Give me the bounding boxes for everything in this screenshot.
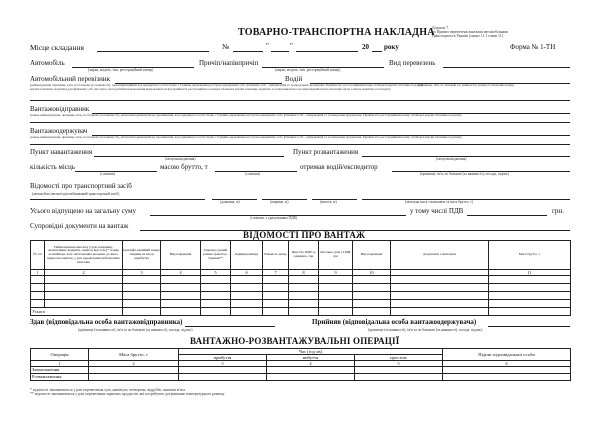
vehicle-label: Автомобіль [30,59,65,67]
ops-section-title: ВАНТАЖНО-РОЗВАНТАЖУВАЛЬНІ ОПЕРАЦІЇ [190,336,400,346]
num-7: 7 [263,270,289,276]
length-caption: (довжина, м) [220,200,240,204]
col-unit: Ідентифі-каційний номер тварини на вході оприбутку [123,241,161,270]
goods-total-row [31,308,571,316]
col-sum: Загальна сума з ПДВ, грн [319,241,353,270]
consignee-label: Вантажоодержувач [30,127,88,135]
gross-weight-label: масою брутто, т [160,163,208,171]
ops-row-loading[interactable] [31,367,571,374]
ops-col-operation: Операція [31,349,89,361]
ops-row-unloading[interactable] [31,374,571,381]
load-point-label: Пункт навантаження [30,148,93,156]
num-1: 1 [31,270,45,276]
goods-total-label: Усього [31,308,123,316]
footnote-1: * відомості заповнюються у разі перевезення туш, напівтуш, четвертин, відрубів, шматків м'яса [30,388,186,392]
ops-num-6: 6 [443,361,571,367]
appendix-line-3: транспортом в Україні (пункт 11.1 глави 11) [432,34,503,39]
appendix-note [432,26,508,39]
sum-words-caption: (словами, з урахуванням ПДВ) [250,216,298,220]
place-label: Місце складання [30,43,84,52]
places-count-field[interactable] [75,171,157,172]
docs-label: Супровідні документи на вантаж [30,222,129,230]
unload-point-label: Пункт розвантаження [293,148,359,156]
places-words-caption: (словами) [100,172,116,176]
col-no: № з/п [31,241,45,270]
carrier-label: Автомобільний перевізник [30,75,110,83]
footnote-2: ** відомості заповнюються у разі перевезення харчових продуктів, які потребують дотримання температурного режиму [30,392,225,397]
handed-caption: (прізвище (за наявності), ім'я та по батькові (за наявності), посада, підпис) [78,328,193,332]
consignee-caption: (повне найменування, прізвище, ім'я, по батькові (за наявності), місцезнаходження/місце проживання; код юридичної особи згідно з Єдиним державним реєстром юридичних осіб, фізичних осіб - підприємців та громадських формувань України або реєстраційний номер облікової картки платника податків) [30,135,462,139]
ops-num-4: 4 [267,361,355,367]
number-field[interactable] [233,51,263,52]
day-field[interactable] [271,51,289,52]
ops-loading-label: Завантаження [31,367,89,374]
vat-field[interactable] [467,215,547,216]
month-field[interactable] [296,51,358,52]
table-row[interactable] [31,292,571,300]
place-field[interactable] [97,51,209,52]
shipper-caption: (повне найменування, прізвище, ім'я, по батькові (за наявності), місцезнаходження/місце проживання; код юридичної особи згідно з Єдиним державним реєстром юридичних осіб, фізичних осіб - підприємців та громадських формувань України або реєстраційний номер облікової картки платника податків) [30,113,462,117]
shipper-label: Вантажовідправник [30,105,90,113]
height-caption: (висота, м) [320,200,337,204]
col-weight: Маса брутто, т [489,241,571,270]
goods-table [30,240,571,316]
col-places: Кількість місць [263,241,289,270]
goods-header-row [31,241,571,270]
year-prefix: 20 [362,43,369,51]
year-word: року [384,43,399,51]
ops-col-idle: простою [355,355,443,361]
num-5: 5 [201,270,231,276]
appendix-line-1: Додаток 7 [432,26,449,30]
col-name: Найменування вантажу (туди, напрямку, четвертинки, відкрити, шматок відстала) * номер контейнера, клас небезпечних речовин, до якого віднесено вантаж, у разі перевезення небезпечних вантажів [45,241,123,270]
trailer-caption: (марка, модель, тип, реєстраційний номер) [275,68,341,72]
carrier-caption-1: (найменування /прізвище, ім'я, по батькові (за наявності); ідентифікаційний код юридичної особи згідно з Єдиним державним реєстром юридичних осіб, фізичних осіб - підприємців та громадських формувань України або реєстраційний номер облікової картки платника податків [30,83,424,87]
num-3: 3 [123,270,161,276]
footnotes [30,388,225,397]
col-unit2: Одиниця виміру [231,241,263,270]
number-sign: № [222,42,230,51]
form-title: ТОВАРНО-ТРАНСПОРТНА НАКЛАДНА [238,27,435,38]
driver-label: Водій [285,75,303,83]
num-8: 8 [289,270,319,276]
places-count-label: кількість місць [30,163,75,171]
carrier-caption-2: картки платника податків (для фізичних осіб, які через свої релігійні переконання відмовляються від прийняття реєстраційного номера облікової картки платника податків та повідомили про це відповідний контролюючий орган і мають відмітку в паспорті) [30,86,391,91]
accepted-field[interactable] [488,326,570,327]
width-caption: (ширина, м) [270,200,289,204]
ops-col-departure: вибуття [267,355,355,361]
ops-col-sign: Підпис відповідальної особи [443,349,571,361]
ops-unloading-label: Розвантаження [31,374,89,381]
carrier-caption [30,83,424,91]
accepted-label: Прийняв (відповідальна особа вантажоодержувача) [312,318,477,326]
year-field[interactable] [372,51,382,52]
col-packing2: Вид пакування [353,241,391,270]
transport-type-field[interactable] [443,67,570,68]
handed-label: Здав (відповідальна особа вантажовідправника) [30,318,183,326]
total-sum-label: Усього відпущено на загальну суму [30,207,136,215]
trailer-label: Причіп/напівпричіп [199,59,259,67]
ops-num-1: 1 [31,361,89,367]
table-row[interactable] [31,284,571,292]
ops-col-arrival: прибуття [179,355,267,361]
ops-num-3: 3 [179,361,267,367]
currency-label: грн. [552,207,564,215]
vehicle-info-label: Відомості про транспортний засіб [30,182,132,190]
transport-type-label: Вид перевезень [389,59,436,67]
accepted-caption: (прізвище (за наявності), ім'я та по батькові (за наявності), посада, підпис) [368,328,483,332]
num-6: 6 [231,270,263,276]
unload-location-caption: (місцезнаходження) [436,157,467,161]
col-packing: Вид пакування [161,241,201,270]
quote-close: " [290,42,293,50]
received-by-label: отримав водій/експедитор [300,163,378,171]
vehicle-info-caption: (автомобіль/автопоїзд/комбінований транспортний засіб) [32,192,120,196]
ops-num-2: 2 [89,361,179,367]
num-9: 9 [319,270,353,276]
handed-field[interactable] [185,326,275,327]
vehicle-info-field[interactable] [30,199,205,200]
shipper-extra-line[interactable] [30,122,570,123]
form-number: Форма № 1-ТН [510,43,556,51]
num-2: 2 [45,270,123,276]
vehicle-caption: (марка, модель, тип, реєстраційний номер) [88,68,154,72]
col-docs: Документи з вантажем [391,241,489,270]
num-11: 11 [489,270,571,276]
table-row[interactable] [31,300,571,308]
num-10: 10 [353,270,391,276]
goods-section-title: ВІДОМОСТІ ПРО ВАНТАЖ [243,230,366,240]
quote-open: " [266,42,269,50]
ops-col-time: Час (год хв) [179,349,443,355]
appendix-line-2: до Правил перевезень вантажів автомобільним [432,30,508,35]
col-temp: Темпера-турний режим транспор-тування** [201,241,231,270]
weight-words-caption: (словами) [245,172,261,176]
num-4: 4 [161,270,201,276]
col-price: Ціна без ПДВ за одиницю, грн [289,241,319,270]
driver-caption: (прізвище, ім'я, по батькові (за наявності), номер посвідчення водія) [418,83,514,87]
vat-label: у тому числі ПДВ [410,207,464,215]
load-location-caption: (місцезнаходження) [165,157,196,161]
carrier-extra-line[interactable] [30,100,570,101]
total-weight-caption: (загальна маса з вантажем та маса брутто, т) [405,200,473,204]
ops-table [30,348,571,381]
ops-num-5: 5 [355,361,443,367]
received-by-caption: (прізвище, ім'я, по батькові (за наявності), посада, підпис) [420,172,510,176]
ops-col-mass: Маса брутто, т [89,349,179,361]
table-row[interactable] [31,276,571,284]
consignee-extra-line[interactable] [30,144,570,145]
